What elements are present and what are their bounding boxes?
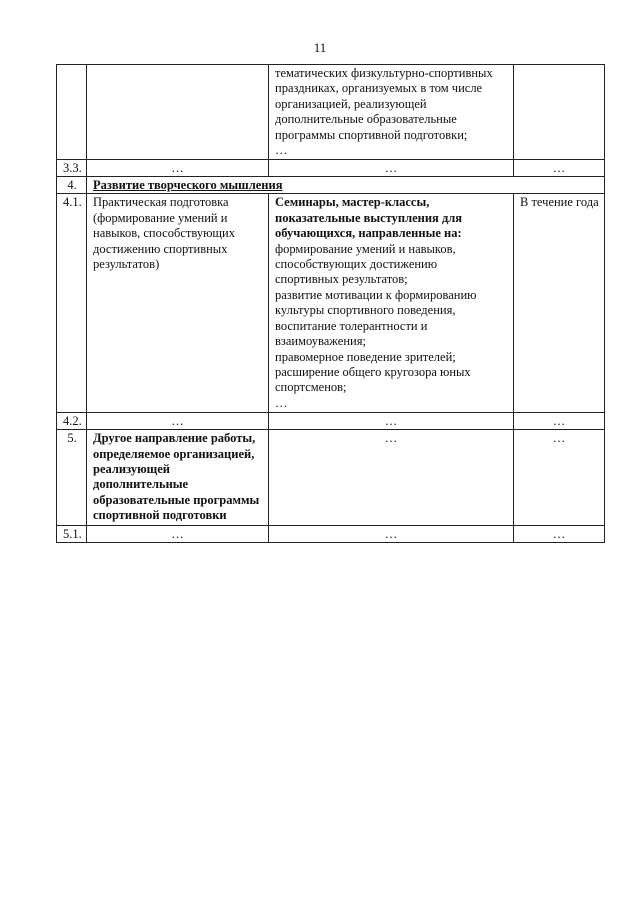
section-number-cell: 4.: [57, 177, 87, 194]
direction-cell: …: [87, 413, 269, 430]
table-row-4-2: [57, 413, 605, 430]
table-row-4-1: [57, 194, 605, 413]
timing-cell: …: [514, 525, 605, 542]
direction-cell: Практическая подготовка (формирование умений и навыков, способствующих достижению спортивных результатов): [87, 194, 269, 413]
page-number: 11: [313, 40, 327, 55]
direction-cell: [87, 65, 269, 160]
direction-cell: …: [87, 160, 269, 177]
plan-table: [56, 64, 605, 543]
timing-cell: [514, 65, 605, 160]
events-heading: Семинары, мастер-классы, показательные выступления для обучающихся, направленные на:: [275, 195, 463, 241]
row-number-cell: 4.2.: [57, 413, 87, 430]
section-number-cell: 5.: [57, 430, 87, 525]
table-row-3-3: [57, 160, 605, 177]
events-cell: …: [269, 160, 514, 177]
row-number-cell: 4.1.: [57, 194, 87, 413]
events-cell: …: [269, 525, 514, 542]
direction-cell: …: [87, 525, 269, 542]
events-cell: [269, 194, 514, 413]
events-cell: …: [269, 430, 514, 525]
events-list: формирование умений и навыков, способствующих достижению спортивных результатов; развитие мотивации к формированию культуры спортивного поведения, воспитание толерантности и взаимоуважения; правомерное поведение зрителей; расширение общего кругозора юных спортсменов; …: [275, 241, 477, 410]
events-cell: …: [269, 413, 514, 430]
table-row-section-4: [57, 177, 605, 194]
row-number-cell: 3.3.: [57, 160, 87, 177]
table-row-continuation: [57, 65, 605, 160]
direction-cell: Другое направление работы, определяемое организацией, реализующей дополнительные образовательные программы спортивной подготовки: [87, 430, 269, 525]
row-number-cell: 5.1.: [57, 525, 87, 542]
timing-cell: …: [514, 160, 605, 177]
timing-cell: В течение года: [514, 194, 605, 413]
section-title: Развитие творческого мышления: [87, 177, 605, 194]
table-row-section-5: [57, 430, 605, 525]
row-number-cell: [57, 65, 87, 160]
table-row-5-1: [57, 525, 605, 542]
events-cell: тематических физкультурно-спортивных праздниках, организуемых в том числе организацией, реализующей дополнительные образовательные программы спортивной подготовки; …: [269, 65, 514, 160]
timing-cell: …: [514, 413, 605, 430]
timing-cell: …: [514, 430, 605, 525]
